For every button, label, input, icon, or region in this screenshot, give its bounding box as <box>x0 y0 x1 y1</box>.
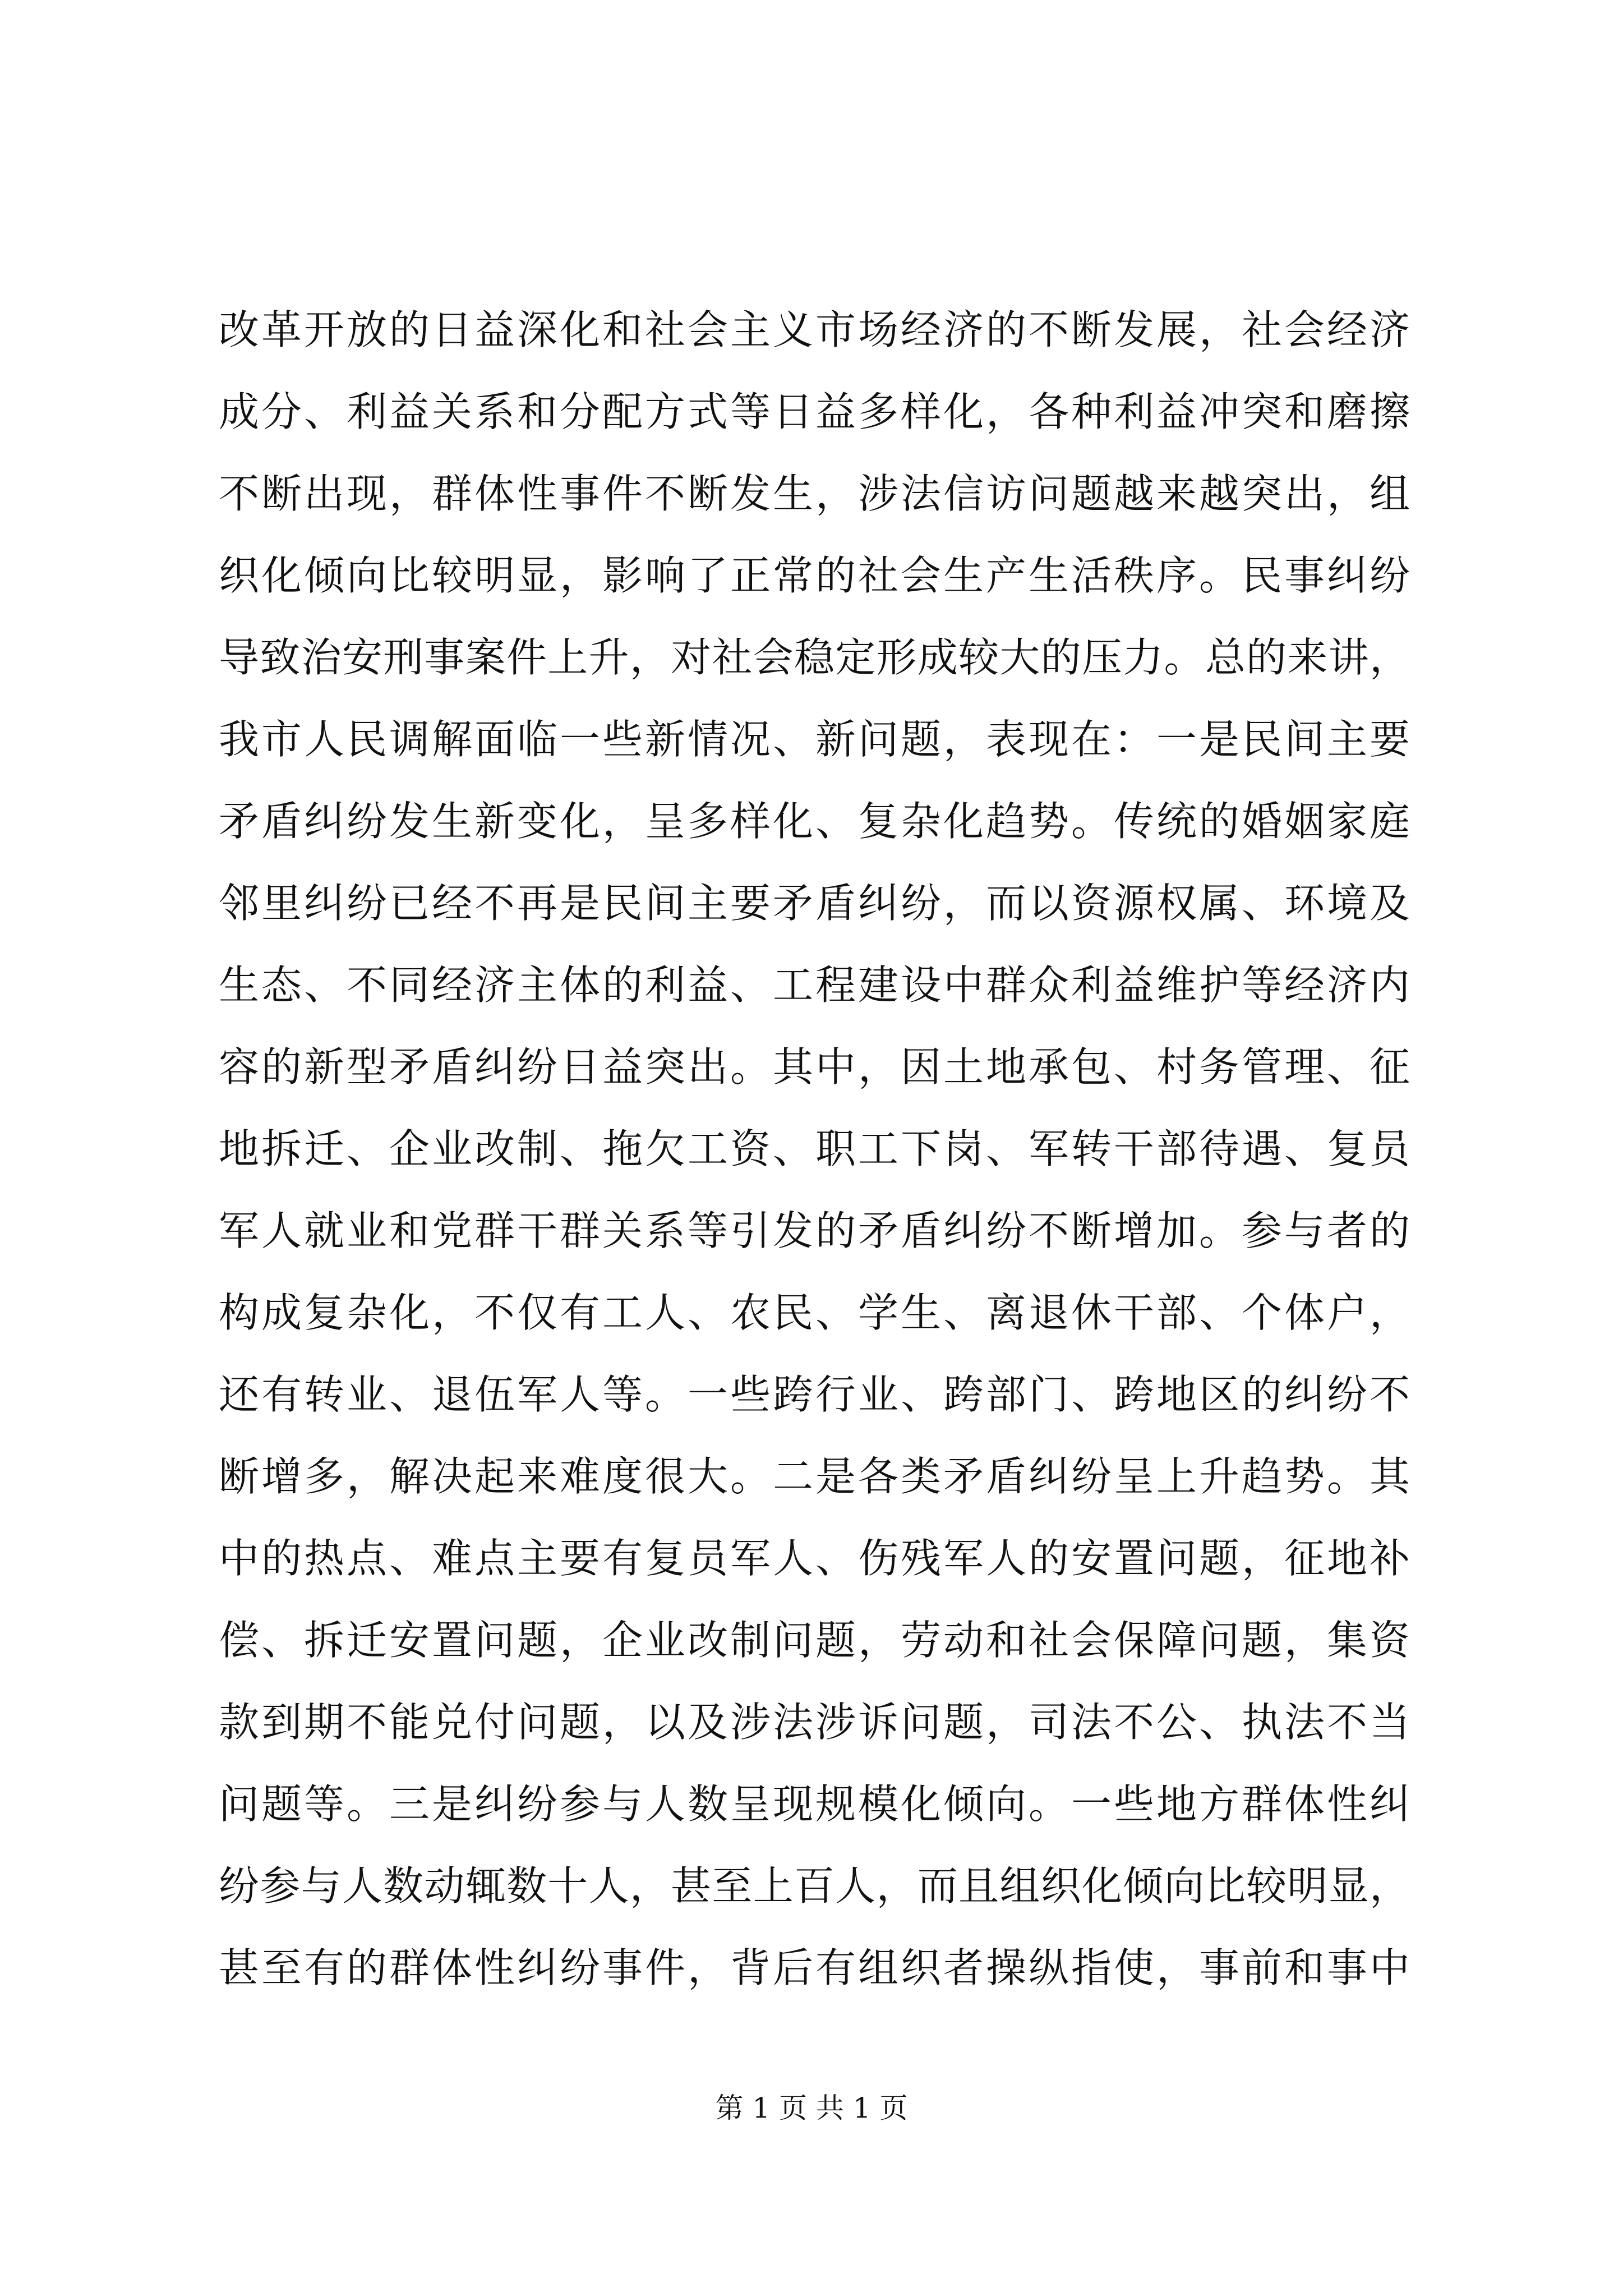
text-line: 断增多，解决起来难度很大。二是各类矛盾纠纷呈上升趋势。其 <box>219 1453 1410 1500</box>
text-line: 成分、利益关系和分配方式等日益多样化，各种利益冲突和磨擦 <box>219 388 1410 435</box>
text-line: 邻里纠纷已经不再是民间主要矛盾纠纷，而以资源权属、环境及 <box>219 880 1410 927</box>
text-line: 构成复杂化，不仅有工人、农民、学生、离退休干部、个体户， <box>219 1289 1410 1336</box>
text-line: 中的热点、难点主要有复员军人、伤残军人的安置问题，征地补 <box>219 1535 1410 1582</box>
text-line: 不断出现，群体性事件不断发生，涉法信访问题越来越突出，组 <box>219 470 1410 517</box>
text-line: 生态、不同经济主体的利益、工程建设中群众利益维护等经济内 <box>219 961 1410 1009</box>
text-line: 偿、拆迁安置问题，企业改制问题，劳动和社会保障问题，集资 <box>219 1617 1410 1664</box>
text-line: 纷参与人数动辄数十人，甚至上百人，而且组织化倾向比较明显， <box>219 1862 1410 1910</box>
text-line: 我市人民调解面临一些新情况、新问题，表现在：一是民间主要 <box>219 716 1410 763</box>
body-text <box>219 289 1410 2009</box>
text-line: 导致治安刑事案件上升，对社会稳定形成较大的压力。总的来讲， <box>219 634 1410 681</box>
text-line: 还有转业、退伍军人等。一些跨行业、跨部门、跨地区的纠纷不 <box>219 1371 1410 1418</box>
text-line: 甚至有的群体性纠纷事件，背后有组织者操纵指使，事前和事中 <box>219 1944 1410 1991</box>
text-line: 地拆迁、企业改制、拖欠工资、职工下岗、军转干部待遇、复员 <box>219 1125 1410 1172</box>
text-line: 问题等。三是纠纷参与人数呈现规模化倾向。一些地方群体性纠 <box>219 1780 1410 1828</box>
text-line: 款到期不能兑付问题，以及涉法涉诉问题，司法不公、执法不当 <box>219 1699 1410 1746</box>
page-footer: 第 1 页 共 1 页 <box>715 2092 908 2124</box>
text-line: 改革开放的日益深化和社会主义市场经济的不断发展，社会经济 <box>219 306 1410 353</box>
text-line: 军人就业和党群干群关系等引发的矛盾纠纷不断增加。参与者的 <box>219 1207 1410 1254</box>
text-line: 织化倾向比较明显，影响了正常的社会生产生活秩序。民事纠纷 <box>219 552 1410 599</box>
text-line: 矛盾纠纷发生新变化，呈多样化、复杂化趋势。传统的婚姻家庭 <box>219 798 1410 845</box>
text-line: 容的新型矛盾纠纷日益突出。其中，因土地承包、村务管理、征 <box>219 1043 1410 1091</box>
